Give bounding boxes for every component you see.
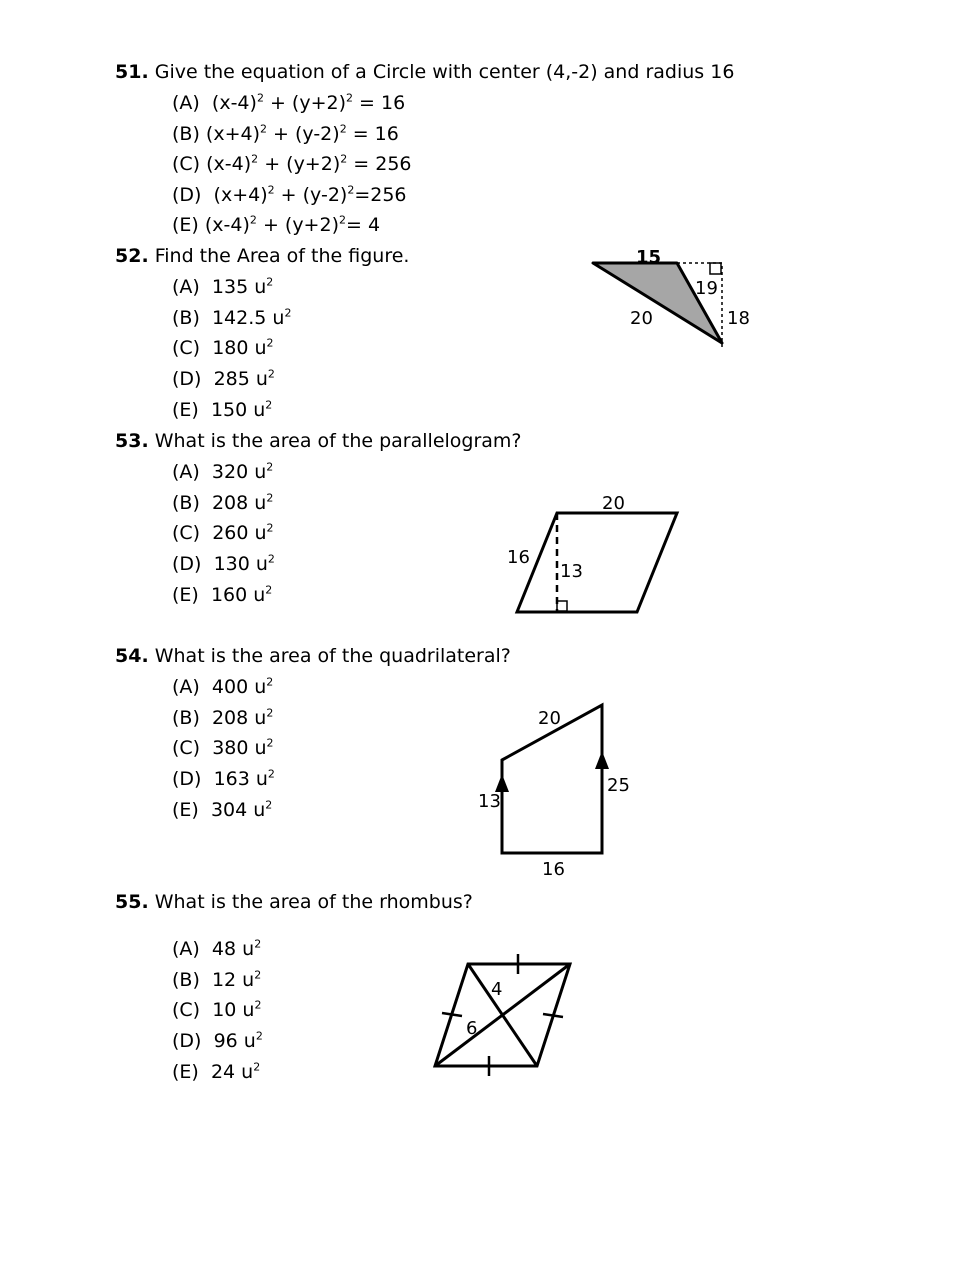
label-top: 15 [636,247,662,268]
label-bottom: 16 [542,859,565,880]
option-e: (E) 160 $u^2$ [172,583,273,606]
option-e: (E) 150 $u^2$ [172,398,273,421]
option-a: (A) 320 $u^2$ [172,460,274,483]
option-c: (C) 260 $u^2$ [172,521,274,544]
option-e: (E) 24 $u^2$ [172,1060,261,1083]
label-slant: 20 [538,708,561,729]
option-e: (E) 304 $u^2$ [172,798,273,821]
question-text: What is the area of the quadrilateral? [154,645,511,667]
tick-right [543,1014,563,1017]
question-number: 54. [115,645,149,667]
option-e: (E) $(x-4)^2 + (y+2)^2= 4$ [172,213,381,236]
label-dashed: 19 [695,278,718,299]
question-number: 55. [115,891,149,913]
label-left: 13 [478,791,501,812]
question-text: What is the area of the rhombus? [154,891,473,913]
option-d: (D) $(x+4)^2 + (y-2)^2=256$ [172,183,407,206]
question-number: 53. [115,430,149,452]
label-slant: 20 [630,308,653,329]
option-d: (D) 96 $u^2$ [172,1029,263,1052]
question-number: 52. [115,245,149,267]
question-number: 51. [115,61,149,83]
option-d: (D) 285 $u^2$ [172,367,275,390]
question-text: Find the Area of the figure. [154,245,410,267]
question-text: What is the area of the parallelogram? [154,430,522,452]
option-a: (A) 400 $u^2$ [172,675,274,698]
option-d: (D) 163 $u^2$ [172,767,275,790]
label-half-diag-b: 6 [466,1018,478,1039]
option-a: (A) 48 $u^2$ [172,937,262,960]
label-height: 13 [560,561,583,582]
option-b: (B) 12 $u^2$ [172,968,262,991]
option-a: (A) $(x-4)^2 + (y+2)^2 = 16$ [172,91,406,114]
label-half-diag-a: 4 [491,979,503,1000]
label-right: 18 [727,308,750,329]
option-b: (B) 142.5 $u^2$ [172,306,292,329]
option-d: (D) 130 $u^2$ [172,552,275,575]
tick-left [442,1013,462,1016]
option-c: (C) $(x-4)^2 + (y+2)^2 = 256$ [172,152,412,175]
option-c: (C) 10 $u^2$ [172,998,262,1021]
option-b: (B) 208 $u^2$ [172,706,274,729]
option-c: (C) 180 $u^2$ [172,336,274,359]
label-top: 20 [602,493,625,514]
option-b: (B) 208 $u^2$ [172,491,274,514]
option-b: (B) $(x+4)^2 + (y-2)^2 = 16$ [172,122,399,145]
option-a: (A) 135 $u^2$ [172,275,274,298]
label-side: 16 [507,547,530,568]
option-c: (C) 380 $u^2$ [172,736,274,759]
question-text: Give the equation of a Circle with center (4,-2) and radius 16 [154,61,735,83]
label-right: 25 [607,775,630,796]
